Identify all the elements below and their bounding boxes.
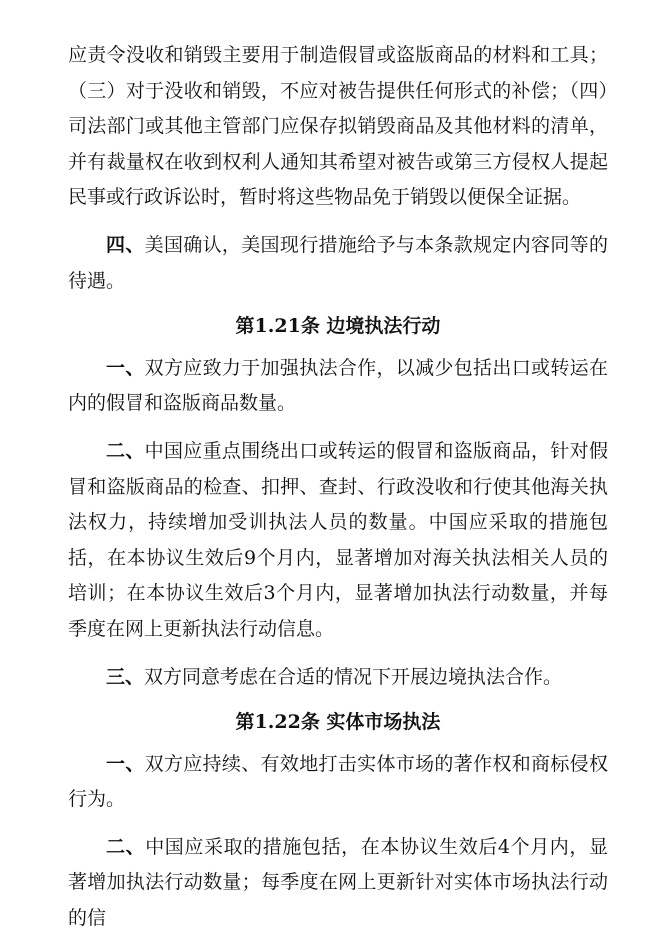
paragraph-1-21-item-1 [68,351,608,422]
paragraph-1-21-item-2 [68,434,608,648]
item-number: 一、 [106,356,145,379]
paragraph-text: 应责令没收和销毁主要用于制造假冒或盗版商品的材料和工具；（三）对于没收和销毁，不应对被告提供任何形式的补偿；（四）司法部门或其他主管部门应保存拟销毁商品及其他材料的清单，并有裁量权在收到权利人通知其希望对被告或第三方侵权人提起民事或行政诉讼时，暂时将这些物品免于销毁以便保全证据。 [68,44,608,209]
item-number: 四、 [106,233,145,256]
item-number: 三、 [106,665,145,688]
paragraph-continued [68,38,608,216]
article-heading-1-21: 第1.21条 边境执法行动 [235,315,441,338]
paragraph-text: 中国应重点围绕出口或转运的假冒和盗版商品，针对假冒和盗版商品的检查、扣押、查封、行政没收和行使其他海关执法权力，持续增加受训执法人员的数量。中国应采取的措施包括，在本协议生效后9个月内，显著增加对海关执法相关人员的培训；在本协议生效后3个月内，显著增加执法行动数量，并每季度在网上更新执法行动信息。 [68,439,608,640]
item-number: 二、 [106,835,146,858]
paragraph-item-4 [68,228,608,299]
paragraph-text: 中国应采取的措施包括，在本协议生效后4个月内，显著增加执法行动数量；每季度在网上更新针对实体市场执法行动的信 [68,835,608,930]
paragraph-1-22-item-1 [68,747,608,818]
paragraph-text: 双方应致力于加强执法合作，以减少包括出口或转运在内的假冒和盗版商品数量。 [68,356,608,415]
paragraph-1-22-item-2 [68,830,608,937]
paragraph-1-21-item-3 [68,660,608,696]
document-page [68,38,608,937]
paragraph-text: 美国确认，美国现行措施给予与本条款规定内容同等的待遇。 [68,233,608,292]
item-number: 二、 [106,439,145,462]
paragraph-text: 双方同意考虑在合适的情况下开展边境执法合作。 [144,665,563,688]
paragraph-text: 双方应持续、有效地打击实体市场的著作权和商标侵权行为。 [68,752,608,811]
item-number: 一、 [106,752,145,775]
article-heading-1-22: 第1.22条 实体市场执法 [235,711,441,734]
